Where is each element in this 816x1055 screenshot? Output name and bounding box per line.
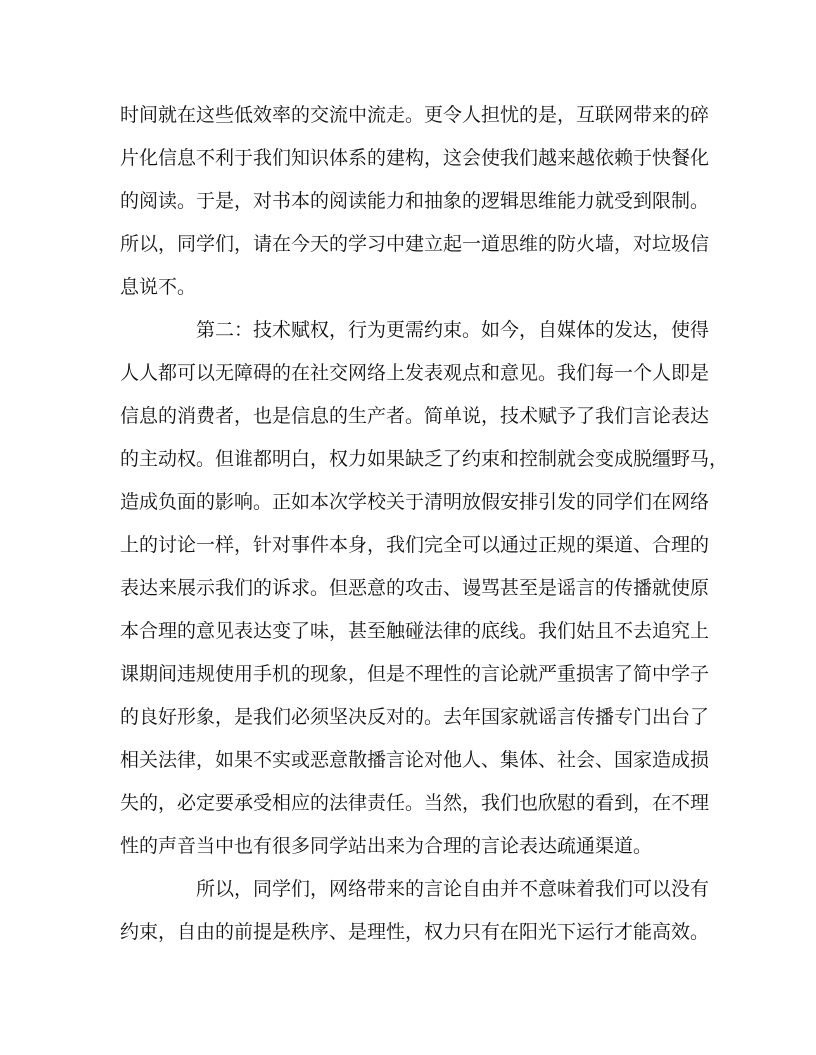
text-line: 息说不。 (120, 276, 197, 298)
text-line: 信息的消费者，也是信息的生产者。简单说，技术赋予了我们言论表达 (120, 405, 710, 427)
text-line: 的主动权。但谁都明白，权力如果缺乏了约束和控制就会变成脱缰野马， (120, 448, 729, 470)
text-line: 人人都可以无障碍的在社交网络上发表观点和意见。我们每一个人即是 (120, 362, 710, 384)
text-line: 性的声音当中也有很多同学站出来为合理的言论表达疏通渠道。 (120, 835, 653, 857)
text-line: 片化信息不利于我们知识体系的建构，这会使我们越来越依赖于快餐化 (120, 147, 710, 169)
text-line: 的阅读。于是，对书本的阅读能力和抽象的逻辑思维能力就受到限制。 (120, 190, 710, 212)
text-line: 第二：技术赋权，行为更需约束。如今，自媒体的发达，使得 (196, 319, 710, 341)
text-line: 造成负面的影响。正如本次学校关于清明放假安排引发的同学们在网络 (120, 491, 710, 513)
text-line: 课期间违规使用手机的现象，但是不理性的言论就严重损害了简中学子 (120, 663, 710, 685)
text-line: 本合理的意见表达变了味，甚至触碰法律的底线。我们姑且不去追究上 (120, 620, 710, 642)
text-line: 时间就在这些低效率的交流中流走。更令人担忧的是，互联网带来的碎 (120, 104, 710, 126)
text-line: 失的，必定要承受相应的法律责任。当然，我们也欣慰的看到，在不理 (120, 792, 710, 814)
text-line: 的良好形象，是我们必须坚决反对的。去年国家就谣言传播专门出台了 (120, 706, 710, 728)
text-line: 上的讨论一样，针对事件本身，我们完全可以通过正规的渠道、合理的 (120, 534, 710, 556)
text-line: 表达来展示我们的诉求。但恶意的攻击、谩骂甚至是谣言的传播就使原 (120, 577, 710, 599)
text-line: 相关法律，如果不实或恶意散播言论对他人、集体、社会、国家造成损 (120, 749, 710, 771)
text-line: 约束，自由的前提是秩序、是理性，权力只有在阳光下运行才能高效。 (120, 921, 710, 943)
text-line: 所以，同学们，网络带来的言论自由并不意味着我们可以没有 (196, 878, 710, 900)
text-line: 所以，同学们，请在今天的学习中建立起一道思维的防火墙，对垃圾信 (120, 233, 710, 255)
